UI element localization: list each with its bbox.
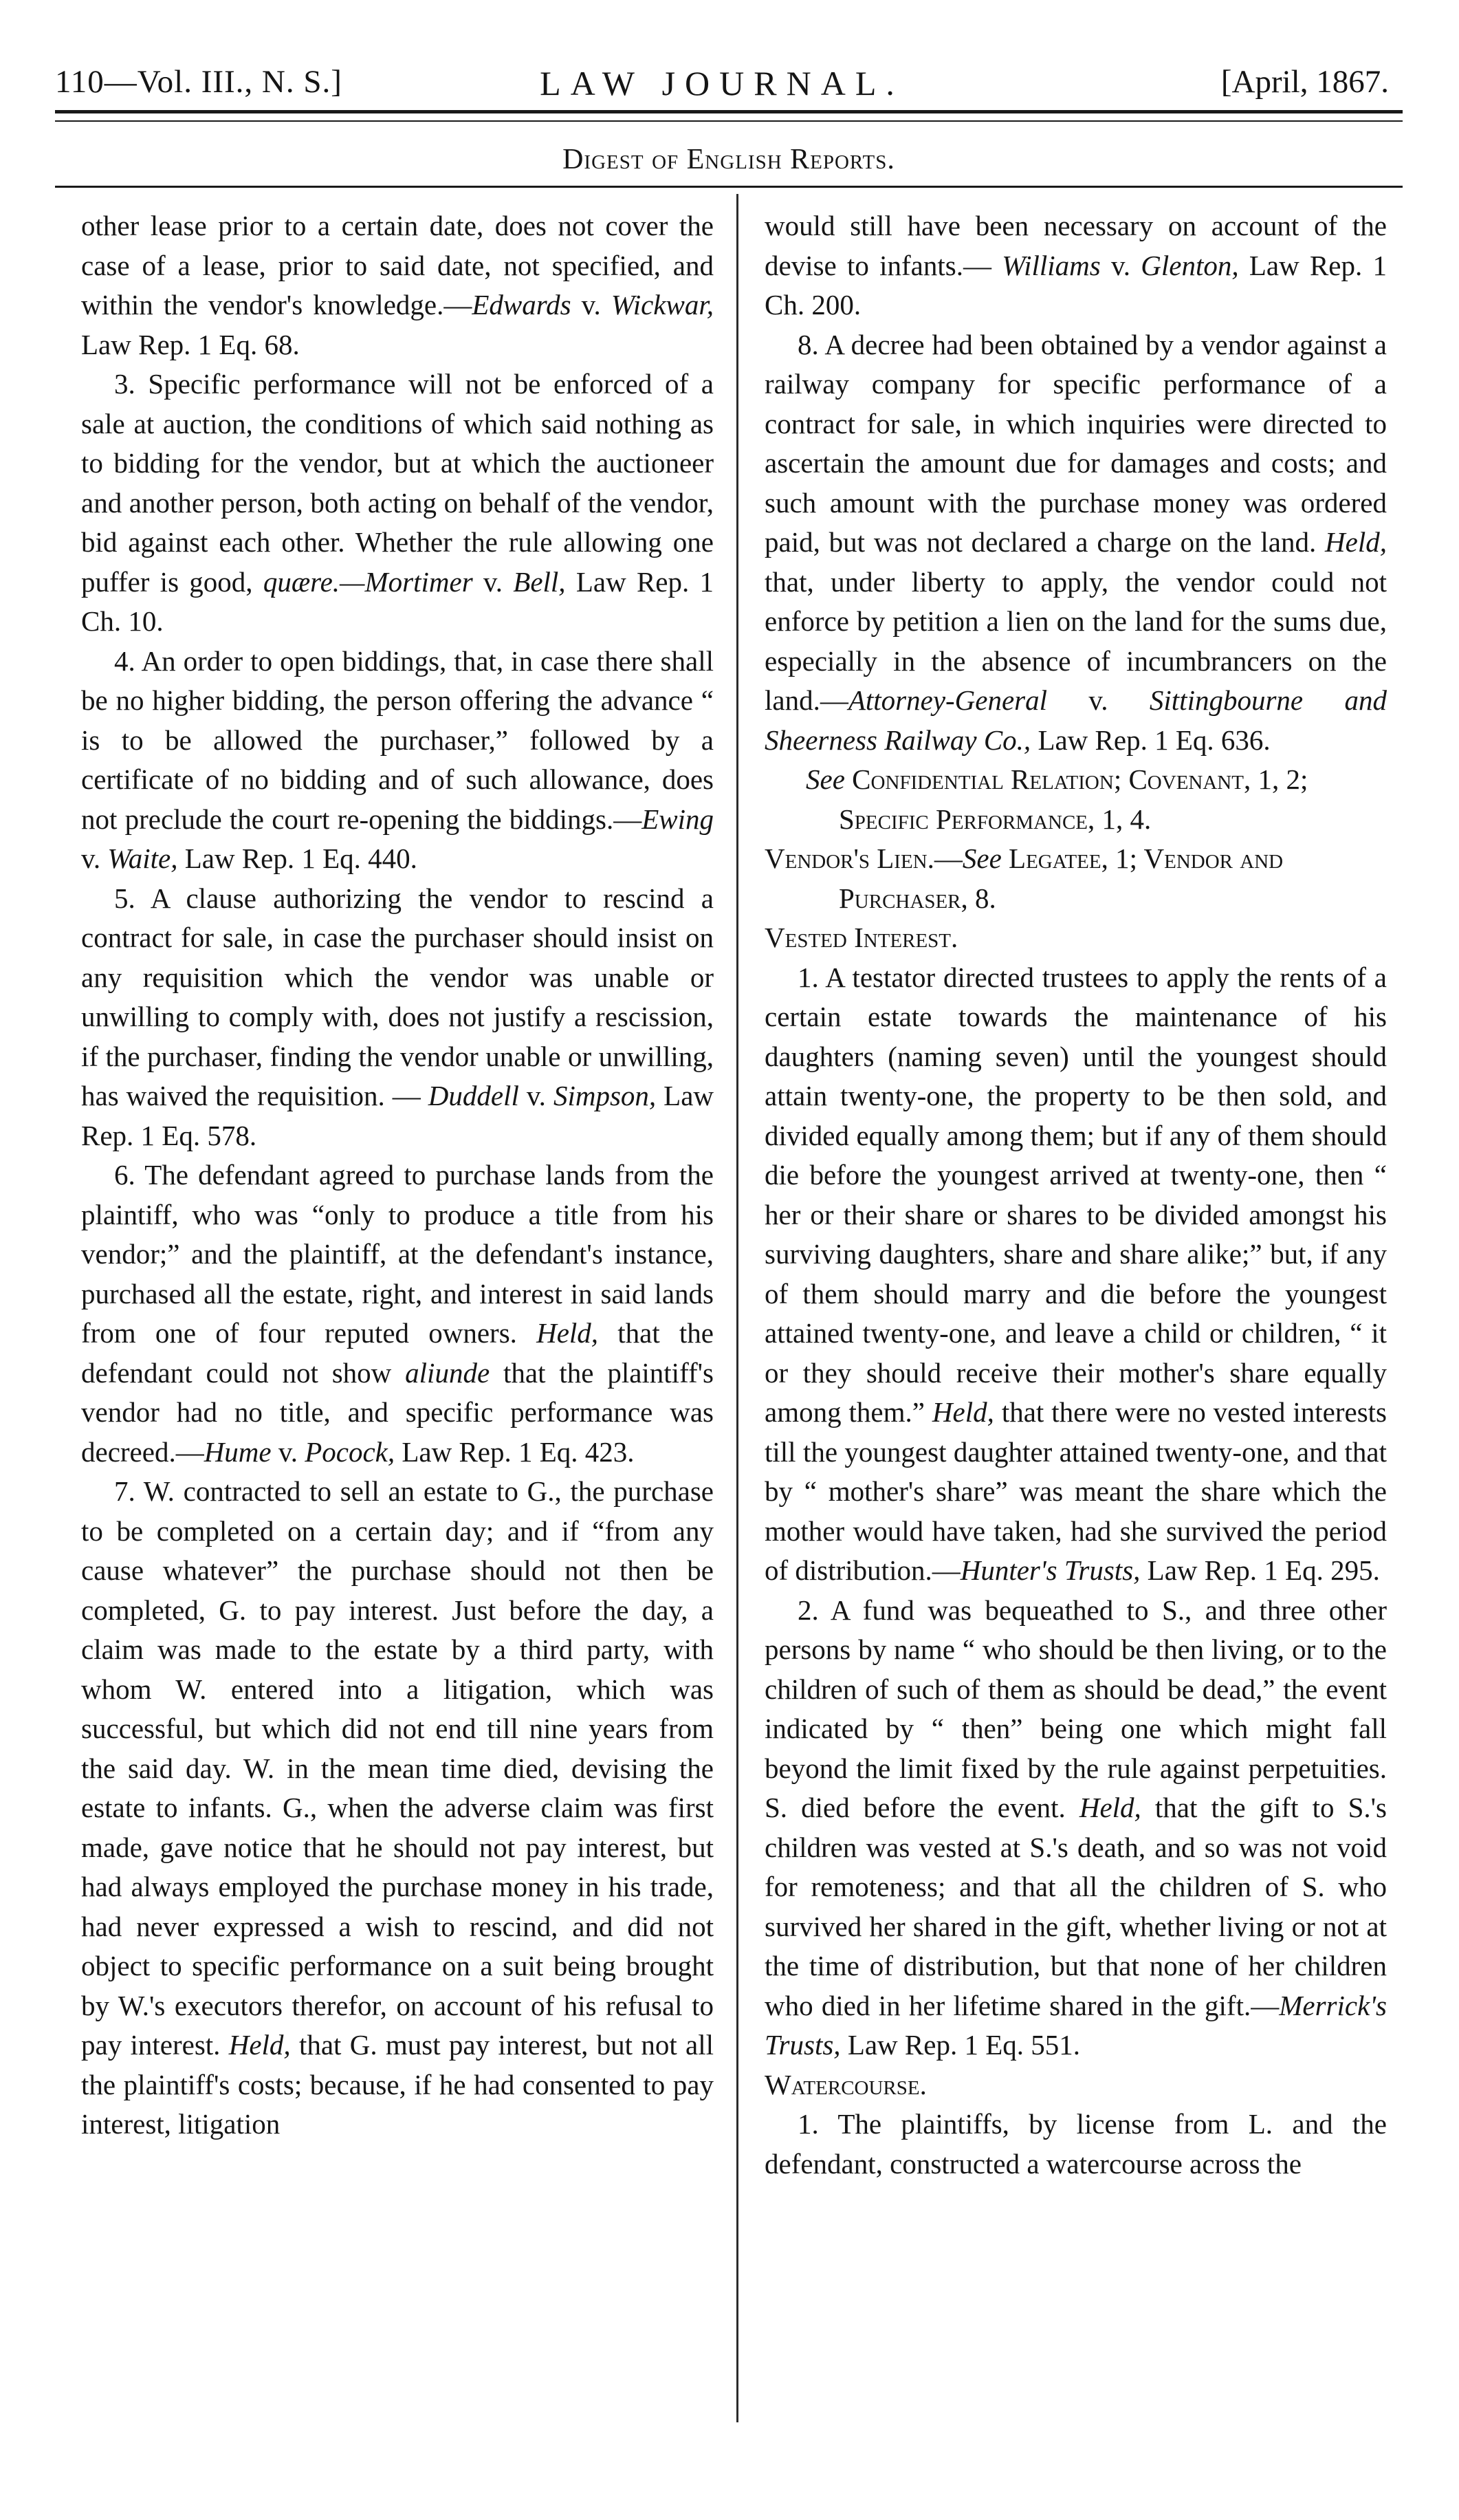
citation: Law Rep. 1 Ch. 10.	[81, 565, 714, 637]
versus: v.	[1100, 249, 1141, 281]
cross-reference-text: Legatee, 1; Vendor and	[1001, 843, 1284, 874]
cross-reference-text: Purchaser, 8.	[839, 882, 996, 914]
cross-reference-text: Specific Performance, 1, 4.	[839, 803, 1152, 835]
case-name: Simpson,	[553, 1080, 657, 1111]
case-name: Pocock,	[305, 1435, 395, 1468]
digest-entry	[765, 1591, 1387, 2065]
citation: Law Rep. 1 Eq. 440.	[177, 843, 417, 874]
cross-reference	[765, 760, 1387, 839]
digest-heading	[765, 839, 1387, 918]
entry-text: that there were no vested interests till the youngest daughter attained twenty-one, and that by “ mother's share” was meant the share which the mother would have taken, had she survived the period of distribution.—	[765, 1396, 1387, 1586]
right-column	[765, 206, 1387, 2184]
digest-entry	[81, 642, 714, 879]
digest-entry	[81, 879, 714, 1156]
case-name: Edwards	[472, 289, 571, 321]
digest-entry	[765, 958, 1387, 1591]
case-name: Williams	[1002, 249, 1101, 281]
entry-text: 1. The plaintiffs, by license from L. and the defendant, constructed a watercourse across the	[765, 2108, 1387, 2180]
citation: Law Rep. 1 Ch. 200.	[765, 249, 1387, 321]
entry-text: 4. An order to open biddings, that, in case there shall be no higher bidding, the person offering the advance “ is to be allowed the purchaser,” followed by a certificate of no bidding and of such allowance, does not preclude the court re-opening the biddings.—	[81, 644, 714, 835]
header-rule-thin	[55, 120, 1403, 122]
entry-text: 6. The defendant agreed to purchase lands from the plaintiff, who was “only to produce a title from his vendor;” and the plaintiff, at the defendant's instance, purchased all the estate, right, and interest in said lands from one of four reputed owners.	[81, 1159, 714, 1349]
digest-entry	[81, 365, 714, 642]
latin-term: aliunde	[405, 1356, 490, 1389]
citation: Law Rep. 1 Eq. 578.	[81, 1080, 714, 1151]
entry-text: 1. A testator directed trustees to apply the rents of a certain estate towards the maintenance of his daughters (naming seven) until the youngest should attain twenty-one, the property to be then sold, and divided equally among them; but if any of them should die before the youngest arrived at twenty-one, then “ her or their share or shares to be divided amongst his surviving daughters, share and share alike;” but, if any of them should marry and die before the youngest attained twenty-one, and leave a child or children, “ it or they should receive their mother's share equally among them.”	[765, 961, 1387, 1428]
versus: v.	[571, 289, 611, 321]
digest-entry	[765, 2105, 1387, 2184]
citation: Law Rep. 1 Eq. 423.	[395, 1435, 635, 1468]
held-word: Held,	[932, 1396, 994, 1428]
column-divider	[736, 194, 738, 2422]
issue-date: [April, 1867.	[1220, 64, 1389, 100]
case-name: Merrick's Trusts,	[765, 1989, 1387, 2061]
digest-heading: Vested Interest.	[765, 922, 958, 953]
digest-heading: Watercourse.	[765, 2068, 927, 2100]
entry-text: 8. A decree had been obtained by a vendor against a railway company for specific performance of a contract for sale, in which inquiries were directed to ascertain the amount due for damages and costs; and such amount with the purchase money was ordered paid, but was not declared a charge on the land.	[765, 328, 1387, 558]
entry-text: that, under liberty to apply, the vendor could not enforce by petition a lien on the land for the sums due, especially in the absence of incumbrancers on the land.—	[765, 565, 1387, 716]
left-column	[81, 206, 714, 2144]
held-word: Held,	[1079, 1792, 1141, 1823]
entry-text: that the gift to S.'s children was vested at S.'s death, and so was not void for remoteness; and that all the children of S. who survived her shared in the gift, whether living or not at the time of distribution, but that none of her children who died in her lifetime shared in the gift.—	[765, 1792, 1387, 2021]
digest-entry	[81, 1472, 714, 2144]
cross-reference-text: Confidential Relation; Covenant, 1, 2;	[844, 763, 1308, 795]
see-word: See	[962, 843, 1002, 874]
case-name: Hume	[204, 1435, 272, 1468]
entry-text: that the plaintiff's vendor had no title, and specific performance was decreed.—	[81, 1356, 714, 1468]
entry-text: 2. A fund was bequeathed to S., and three other persons by name “ who should be then living, or to the children of such of them as should be dead,” the event indicated by “ then” being one which might fall beyond the limit fixed by the rule against perpetuities. S. died before the event.	[765, 1594, 1387, 1823]
case-name: quære.—Mortimer	[263, 565, 473, 598]
case-name: Ewing	[641, 803, 714, 835]
entry-text: 5. A clause authorizing the vendor to rescind a contract for sale, in case the purchaser should insist on any requisition which the vendor was unable or unwilling to comply with, does not justify a rescission, if the purchaser, finding the vendor unable or unwilling, has waived the requisition. —	[81, 882, 714, 1111]
entry-text: that the defendant could not show	[81, 1317, 714, 1389]
entry-text: other lease prior to a certain date, does not cover the case of a lease, prior to said date, not specified, and within the vendor's knowledge.—	[81, 210, 714, 321]
heading-text: Vendor's Lien.—	[765, 843, 963, 874]
case-name: Waite,	[107, 843, 178, 874]
versus: v.	[1047, 684, 1150, 716]
page-volume-reference: 110—Vol. III., N. S.]	[55, 64, 342, 100]
see-word: See	[806, 763, 845, 795]
held-word: Held,	[228, 2029, 291, 2061]
entry-text: that G. must pay interest, but not all the plaintiff's costs; because, if he had consented to pay interest, litigation	[81, 2029, 714, 2140]
versus: v.	[518, 1080, 553, 1111]
versus: v.	[271, 1435, 305, 1468]
case-name: Wickwar,	[611, 289, 714, 321]
case-name: Bell,	[513, 565, 566, 598]
journal-title: LAW JOURNAL.	[540, 64, 904, 102]
digest-entry	[765, 325, 1387, 761]
case-name: Glenton,	[1141, 249, 1239, 281]
case-name: Attorney-General	[848, 684, 1048, 716]
case-name: Sittingbourne and Sheerness Railway Co.,	[765, 684, 1387, 756]
citation: Law Rep. 1 Eq. 295.	[1140, 1554, 1380, 1586]
digest-entry	[765, 206, 1387, 325]
digest-entry	[81, 206, 714, 365]
entry-text: 3. Specific performance will not be enforced of a sale at auction, the conditions of which said nothing as to bidding for the vendor, but at which the auctioneer and another person, both acting on behalf of the vendor, bid against each other. Whether the rule allowing one puffer is good,	[81, 368, 714, 598]
digest-entry	[81, 1155, 714, 1472]
versus: v.	[81, 843, 108, 874]
held-word: Held,	[1325, 526, 1387, 558]
section-title: Digest of English Reports.	[562, 144, 895, 175]
entry-text: 7. W. contracted to sell an estate to G., the purchase to be completed on a certain day; and if “from any cause whatever” the purchase should not then be completed, G. to pay interest. Just before the day, a claim was made to the estate by a third party, with whom W. entered into a litigation, which was successful, but which did not end till nine years from the said day. W. in the mean time died, devising the estate to infants. G., when the adverse claim was first made, gave notice that he should not pay interest, but had always employed the purchase money in his trade, had never expressed a wish to rescind, and did not object to specific performance on a suit being brought by W.'s executors therefor, on account of his refusal to pay interest.	[81, 1475, 714, 2061]
header-rule-thick	[55, 110, 1403, 113]
case-name: Duddell	[428, 1080, 519, 1111]
citation: Law Rep. 1 Eq. 551.	[840, 2029, 1081, 2061]
case-name: Hunter's Trusts,	[960, 1554, 1141, 1586]
held-word: Held,	[536, 1317, 599, 1349]
versus: v.	[472, 565, 514, 598]
section-rule	[55, 186, 1403, 188]
entry-text: would still have been necessary on account of the devise to infants.—	[765, 210, 1387, 281]
citation: Law Rep. 1 Eq. 68.	[81, 328, 300, 360]
citation: Law Rep. 1 Eq. 636.	[1031, 724, 1271, 756]
